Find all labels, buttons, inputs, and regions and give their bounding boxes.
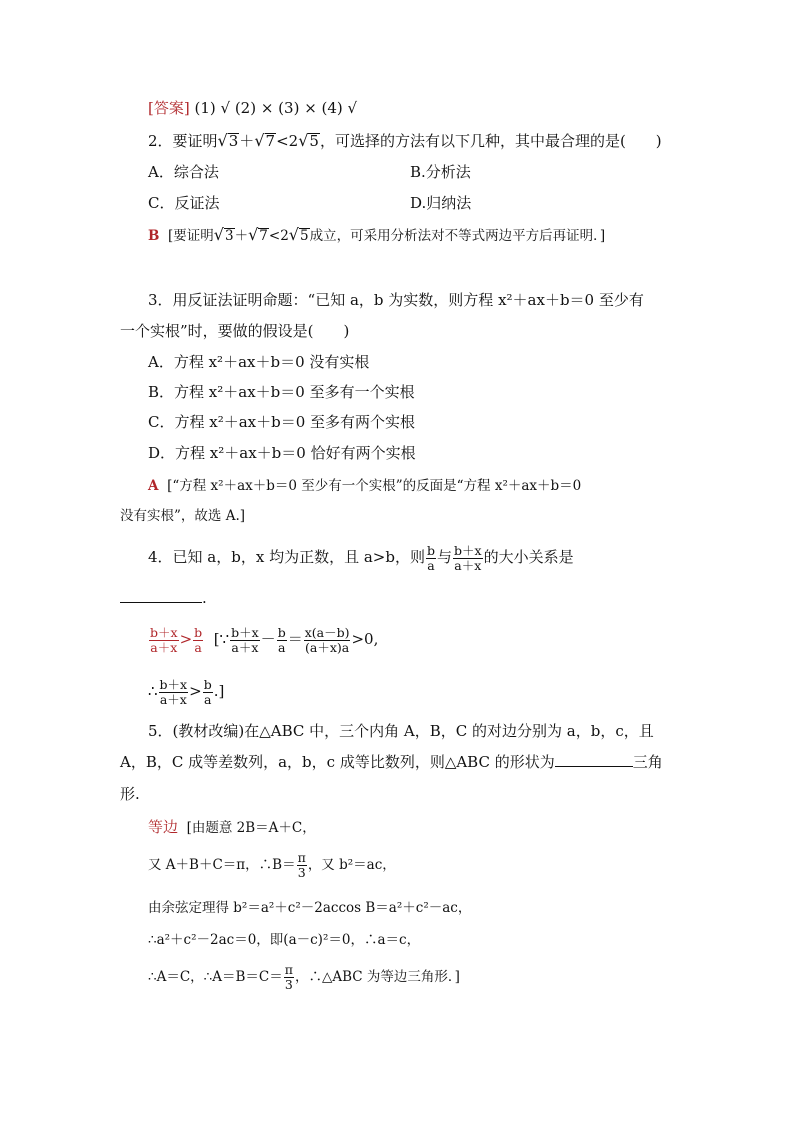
denominator: a＋x — [159, 691, 187, 707]
q2-explanation — [148, 225, 605, 246]
q3-stem-line-2: 一个实根”时，要做的假设是( ) — [120, 322, 350, 340]
denominator: 3 — [284, 977, 293, 992]
q5-line2-post: 三角 — [632, 753, 663, 771]
q2-explain-radicand-3: 5 — [300, 228, 309, 244]
q2-answer: B — [148, 228, 160, 244]
numerator: π — [297, 850, 306, 865]
fraction-bx-over-ax — [230, 626, 260, 655]
q3-explanation-line-2: 没有实根”，故选 A.] — [120, 508, 246, 524]
q5-line2-pre: A，B，C 成等差数列，a，b，c 成等比数列，则△ABC 的形状为 — [120, 753, 555, 771]
q4-stem — [148, 540, 574, 574]
fraction-b-over-a — [203, 678, 213, 707]
answer-label: [答案] — [148, 99, 190, 117]
numerator: b＋x — [159, 676, 188, 692]
q5-stem-line-1: 5．(教材改编)在△ABC 中，三个内角 A，B，C 的对边分别为 a，b，c，且 — [148, 722, 654, 740]
fraction-bx-over-ax — [159, 678, 189, 707]
q4-answer-blank-line — [120, 588, 207, 608]
q2-option-d: D.归纳法 — [410, 194, 472, 212]
sqrt-icon: √ — [213, 225, 224, 244]
answer-values: (1) √ (2) × (3) × (4) √ — [189, 99, 358, 117]
fraction-pi-over-3 — [284, 963, 294, 992]
q5-explain-2-pre: 又 A＋B＋C＝π，∴B＝ — [148, 857, 296, 873]
q3-option-c: C．方程 x²＋ax＋b＝0 至多有两个实根 — [148, 413, 416, 431]
q2-explain-radicand-2: 7 — [259, 228, 268, 244]
sqrt-icon: √ — [298, 131, 309, 150]
equals: ＝ — [287, 630, 303, 648]
q5-explain-5-pre: ∴A＝C，∴A＝B＝C＝ — [148, 969, 283, 985]
q4-explanation-line-1 — [148, 622, 378, 656]
fraction-difference — [304, 626, 351, 655]
therefore-sign: ∴ — [148, 682, 158, 700]
q5-explain-1: [由题意 2B＝A＋C， — [186, 820, 316, 836]
denominator: a — [427, 557, 435, 573]
fraction-bx-over-ax — [149, 626, 179, 655]
numerator: b＋x — [150, 624, 178, 640]
sqrt-icon: √ — [248, 225, 259, 244]
denominator: 3 — [297, 865, 306, 880]
q2-explain-post: 成立，可采用分析法对不等式两边平方后再证明．] — [309, 228, 606, 244]
q5-explanation-line-4: ∴a²＋c²－2ac＝0，即(a－c)²＝0，∴a＝c， — [148, 932, 421, 948]
answer-blank[interactable] — [555, 752, 633, 767]
denominator: a — [277, 639, 286, 655]
gt-zero: >0, — [351, 630, 379, 648]
q3-explanation-line-1 — [148, 476, 581, 496]
q3-option-d: D．方程 x²＋ax＋b＝0 恰好有两个实根 — [148, 444, 416, 462]
sqrt-icon: √ — [217, 131, 228, 150]
close-bracket: .] — [213, 682, 225, 700]
q2-lt: <2 — [276, 132, 299, 150]
denominator: (a＋x)a — [304, 639, 350, 655]
answer-blank[interactable] — [120, 588, 202, 603]
fraction-pi-over-3 — [297, 851, 307, 880]
q3-option-b: B．方程 x²＋ax＋b＝0 至多有一个实根 — [148, 383, 415, 401]
q5-explanation-line-2 — [148, 848, 396, 882]
q3-stem-line-1: 3．用反证法证明命题：“已知 a，b 为实数，则方程 x²＋ax＋b＝0 至少有 — [148, 291, 644, 309]
numerator: b — [194, 624, 203, 640]
q5-explanation-line-3: 由余弦定理得 b²＝a²＋c²－2accos B＝a²＋c²－ac， — [148, 900, 472, 916]
denominator: a＋x — [454, 557, 482, 573]
q5-stem-line-3: 形. — [120, 785, 140, 803]
q4-suffix: 的大小关系是 — [483, 548, 574, 566]
denominator: a＋x — [150, 639, 178, 655]
numerator: b＋x — [231, 624, 259, 640]
question-2-stem — [148, 131, 662, 151]
q3-option-a: A．方程 x²＋ax＋b＝0 没有实根 — [148, 353, 370, 371]
q2-suffix: ，可选择的方法有以下几种，其中最合理的是( ) — [319, 132, 662, 150]
sqrt-icon: √ — [288, 225, 299, 244]
numerator: b＋x — [454, 542, 482, 558]
numerator: b — [277, 624, 286, 640]
sqrt-icon: √ — [254, 131, 265, 150]
fraction-b-over-a — [277, 626, 287, 655]
numerator: b — [426, 542, 435, 558]
q2-prefix: 2．要证明 — [148, 132, 218, 150]
q2-option-a: A．综合法 — [148, 163, 219, 181]
q5-explain-5-post: ，∴△ABC 为等边三角形．] — [294, 969, 460, 985]
q2-plus: ＋ — [239, 132, 255, 150]
q2-explain-plus: ＋ — [234, 228, 249, 244]
numerator: x(a－b) — [304, 624, 350, 640]
q1-answer-line — [148, 98, 357, 118]
fraction-bx-over-ax — [453, 544, 483, 573]
q2-explain-radicand-1: 3 — [225, 228, 234, 244]
numerator: π — [284, 962, 293, 977]
q4-with: 与 — [436, 548, 452, 566]
q5-explanation-line-1 — [148, 817, 316, 838]
q5-explanation-line-5 — [148, 960, 460, 994]
q4-prefix: 4．已知 a，b，x 均为正数，且 a>b，则 — [148, 548, 425, 566]
fraction-b-over-a — [426, 544, 436, 573]
because-sign: [∵ — [213, 630, 230, 648]
q5-stem-line-2 — [120, 752, 663, 772]
numerator: b — [203, 676, 212, 692]
q2-explain-lt: <2 — [268, 228, 289, 244]
denominator: a＋x — [231, 639, 259, 655]
gt: > — [189, 682, 202, 700]
minus: － — [260, 630, 276, 648]
gt: > — [179, 630, 193, 648]
q3-explain-1: [“方程 x²＋ax＋b＝0 至少有一个实根”的反面是“方程 x²＋ax＋b＝0 — [167, 478, 582, 494]
q2-option-c: C．反证法 — [148, 194, 220, 212]
denominator: a — [194, 639, 202, 655]
q2-radicand-2: 7 — [265, 132, 276, 150]
denominator: a — [203, 691, 212, 707]
q4-explanation-line-2 — [148, 674, 224, 708]
q2-radicand-1: 3 — [228, 132, 239, 150]
q5-answer: 等边 — [148, 818, 179, 836]
q3-answer: A — [148, 478, 159, 494]
q5-explain-2-post: ，又 b²＝ac， — [307, 857, 396, 873]
q4-answer — [148, 624, 204, 655]
q2-explain-pre: [要证明 — [168, 228, 214, 244]
q4-end: . — [202, 589, 207, 607]
q2-option-b: B.分析法 — [410, 163, 471, 181]
fraction-b-over-a — [193, 626, 203, 655]
q2-radicand-3: 5 — [309, 132, 319, 150]
